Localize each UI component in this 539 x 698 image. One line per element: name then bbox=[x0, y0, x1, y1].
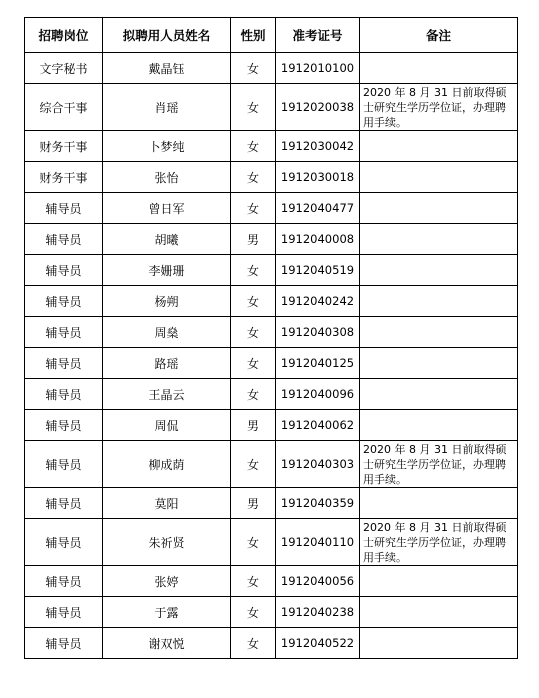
cell-position: 辅导员 bbox=[25, 441, 103, 488]
table-row bbox=[25, 53, 518, 84]
cell-note bbox=[360, 317, 518, 348]
cell-exam-number: 1912040110 bbox=[276, 519, 360, 566]
cell-gender: 男 bbox=[231, 488, 276, 519]
cell-gender: 女 bbox=[231, 597, 276, 628]
cell-note bbox=[360, 379, 518, 410]
cell-exam-number: 1912040477 bbox=[276, 193, 360, 224]
cell-exam-number: 1912040308 bbox=[276, 317, 360, 348]
cell-name: 张怡 bbox=[103, 162, 231, 193]
cell-note bbox=[360, 224, 518, 255]
cell-exam-number: 1912040125 bbox=[276, 348, 360, 379]
table-row bbox=[25, 317, 518, 348]
table-header-row bbox=[25, 18, 518, 53]
cell-gender: 女 bbox=[231, 317, 276, 348]
table-row bbox=[25, 519, 518, 566]
cell-exam-number: 1912040008 bbox=[276, 224, 360, 255]
header-gender: 性别 bbox=[231, 18, 276, 53]
cell-exam-number: 1912040096 bbox=[276, 379, 360, 410]
cell-position: 辅导员 bbox=[25, 488, 103, 519]
cell-exam-number: 1912010100 bbox=[276, 53, 360, 84]
cell-position: 辅导员 bbox=[25, 410, 103, 441]
cell-name: 于露 bbox=[103, 597, 231, 628]
cell-name: 卜梦纯 bbox=[103, 131, 231, 162]
cell-position: 辅导员 bbox=[25, 566, 103, 597]
cell-exam-number: 1912040056 bbox=[276, 566, 360, 597]
cell-gender: 女 bbox=[231, 379, 276, 410]
table-row bbox=[25, 84, 518, 131]
cell-name: 曾日军 bbox=[103, 193, 231, 224]
hiring-roster-table bbox=[24, 17, 518, 659]
cell-gender: 女 bbox=[231, 84, 276, 131]
cell-position: 辅导员 bbox=[25, 286, 103, 317]
table-row bbox=[25, 488, 518, 519]
cell-position: 财务干事 bbox=[25, 131, 103, 162]
cell-exam-number: 1912040359 bbox=[276, 488, 360, 519]
table-row bbox=[25, 628, 518, 659]
cell-position: 辅导员 bbox=[25, 224, 103, 255]
cell-position: 辅导员 bbox=[25, 193, 103, 224]
cell-exam-number: 1912040242 bbox=[276, 286, 360, 317]
cell-position: 财务干事 bbox=[25, 162, 103, 193]
cell-gender: 男 bbox=[231, 410, 276, 441]
cell-position: 综合干事 bbox=[25, 84, 103, 131]
cell-position: 辅导员 bbox=[25, 628, 103, 659]
cell-name: 周侃 bbox=[103, 410, 231, 441]
cell-position: 辅导员 bbox=[25, 597, 103, 628]
cell-name: 朱祈贤 bbox=[103, 519, 231, 566]
table-row bbox=[25, 193, 518, 224]
cell-gender: 女 bbox=[231, 255, 276, 286]
cell-note bbox=[360, 53, 518, 84]
cell-name: 张婷 bbox=[103, 566, 231, 597]
cell-name: 路瑶 bbox=[103, 348, 231, 379]
cell-name: 胡曦 bbox=[103, 224, 231, 255]
table-row bbox=[25, 597, 518, 628]
table-row bbox=[25, 566, 518, 597]
cell-note bbox=[360, 193, 518, 224]
cell-exam-number: 1912040522 bbox=[276, 628, 360, 659]
cell-note bbox=[360, 348, 518, 379]
table-row bbox=[25, 131, 518, 162]
cell-note bbox=[360, 628, 518, 659]
cell-note bbox=[360, 255, 518, 286]
cell-gender: 女 bbox=[231, 628, 276, 659]
cell-gender: 女 bbox=[231, 131, 276, 162]
cell-name: 柳成荫 bbox=[103, 441, 231, 488]
cell-exam-number: 1912040303 bbox=[276, 441, 360, 488]
cell-name: 莫阳 bbox=[103, 488, 231, 519]
cell-position: 辅导员 bbox=[25, 255, 103, 286]
cell-note: 2020 年 8 月 31 日前取得硕士研究生学历学位证，办理聘用手续。 bbox=[360, 441, 518, 488]
table-row bbox=[25, 162, 518, 193]
cell-name: 王晶云 bbox=[103, 379, 231, 410]
cell-gender: 女 bbox=[231, 519, 276, 566]
cell-position: 辅导员 bbox=[25, 519, 103, 566]
cell-name: 李姗珊 bbox=[103, 255, 231, 286]
cell-gender: 男 bbox=[231, 224, 276, 255]
cell-note bbox=[360, 286, 518, 317]
cell-gender: 女 bbox=[231, 348, 276, 379]
header-name: 拟聘用人员姓名 bbox=[103, 18, 231, 53]
cell-note bbox=[360, 566, 518, 597]
header-exam-number: 准考证号 bbox=[276, 18, 360, 53]
header-note: 备注 bbox=[360, 18, 518, 53]
cell-note: 2020 年 8 月 31 日前取得硕士研究生学历学位证，办理聘用手续。 bbox=[360, 519, 518, 566]
cell-name: 杨朔 bbox=[103, 286, 231, 317]
cell-note bbox=[360, 162, 518, 193]
cell-exam-number: 1912030042 bbox=[276, 131, 360, 162]
cell-note bbox=[360, 597, 518, 628]
cell-position: 辅导员 bbox=[25, 348, 103, 379]
cell-exam-number: 1912030018 bbox=[276, 162, 360, 193]
cell-gender: 女 bbox=[231, 286, 276, 317]
cell-name: 周燊 bbox=[103, 317, 231, 348]
cell-position: 辅导员 bbox=[25, 317, 103, 348]
cell-gender: 女 bbox=[231, 53, 276, 84]
cell-note: 2020 年 8 月 31 日前取得硕士研究生学历学位证，办理聘用手续。 bbox=[360, 84, 518, 131]
table-row bbox=[25, 410, 518, 441]
table-row bbox=[25, 224, 518, 255]
cell-gender: 女 bbox=[231, 162, 276, 193]
table-row bbox=[25, 255, 518, 286]
cell-gender: 女 bbox=[231, 441, 276, 488]
table-row bbox=[25, 286, 518, 317]
cell-note bbox=[360, 488, 518, 519]
cell-exam-number: 1912040519 bbox=[276, 255, 360, 286]
table-row bbox=[25, 441, 518, 488]
cell-note bbox=[360, 410, 518, 441]
table-row bbox=[25, 379, 518, 410]
cell-name: 戴晶钰 bbox=[103, 53, 231, 84]
cell-name: 谢双悦 bbox=[103, 628, 231, 659]
cell-position: 文字秘书 bbox=[25, 53, 103, 84]
cell-exam-number: 1912040062 bbox=[276, 410, 360, 441]
cell-note bbox=[360, 131, 518, 162]
cell-exam-number: 1912020038 bbox=[276, 84, 360, 131]
table-row bbox=[25, 348, 518, 379]
cell-position: 辅导员 bbox=[25, 379, 103, 410]
cell-exam-number: 1912040238 bbox=[276, 597, 360, 628]
cell-name: 肖瑶 bbox=[103, 84, 231, 131]
cell-gender: 女 bbox=[231, 566, 276, 597]
header-position: 招聘岗位 bbox=[25, 18, 103, 53]
cell-gender: 女 bbox=[231, 193, 276, 224]
